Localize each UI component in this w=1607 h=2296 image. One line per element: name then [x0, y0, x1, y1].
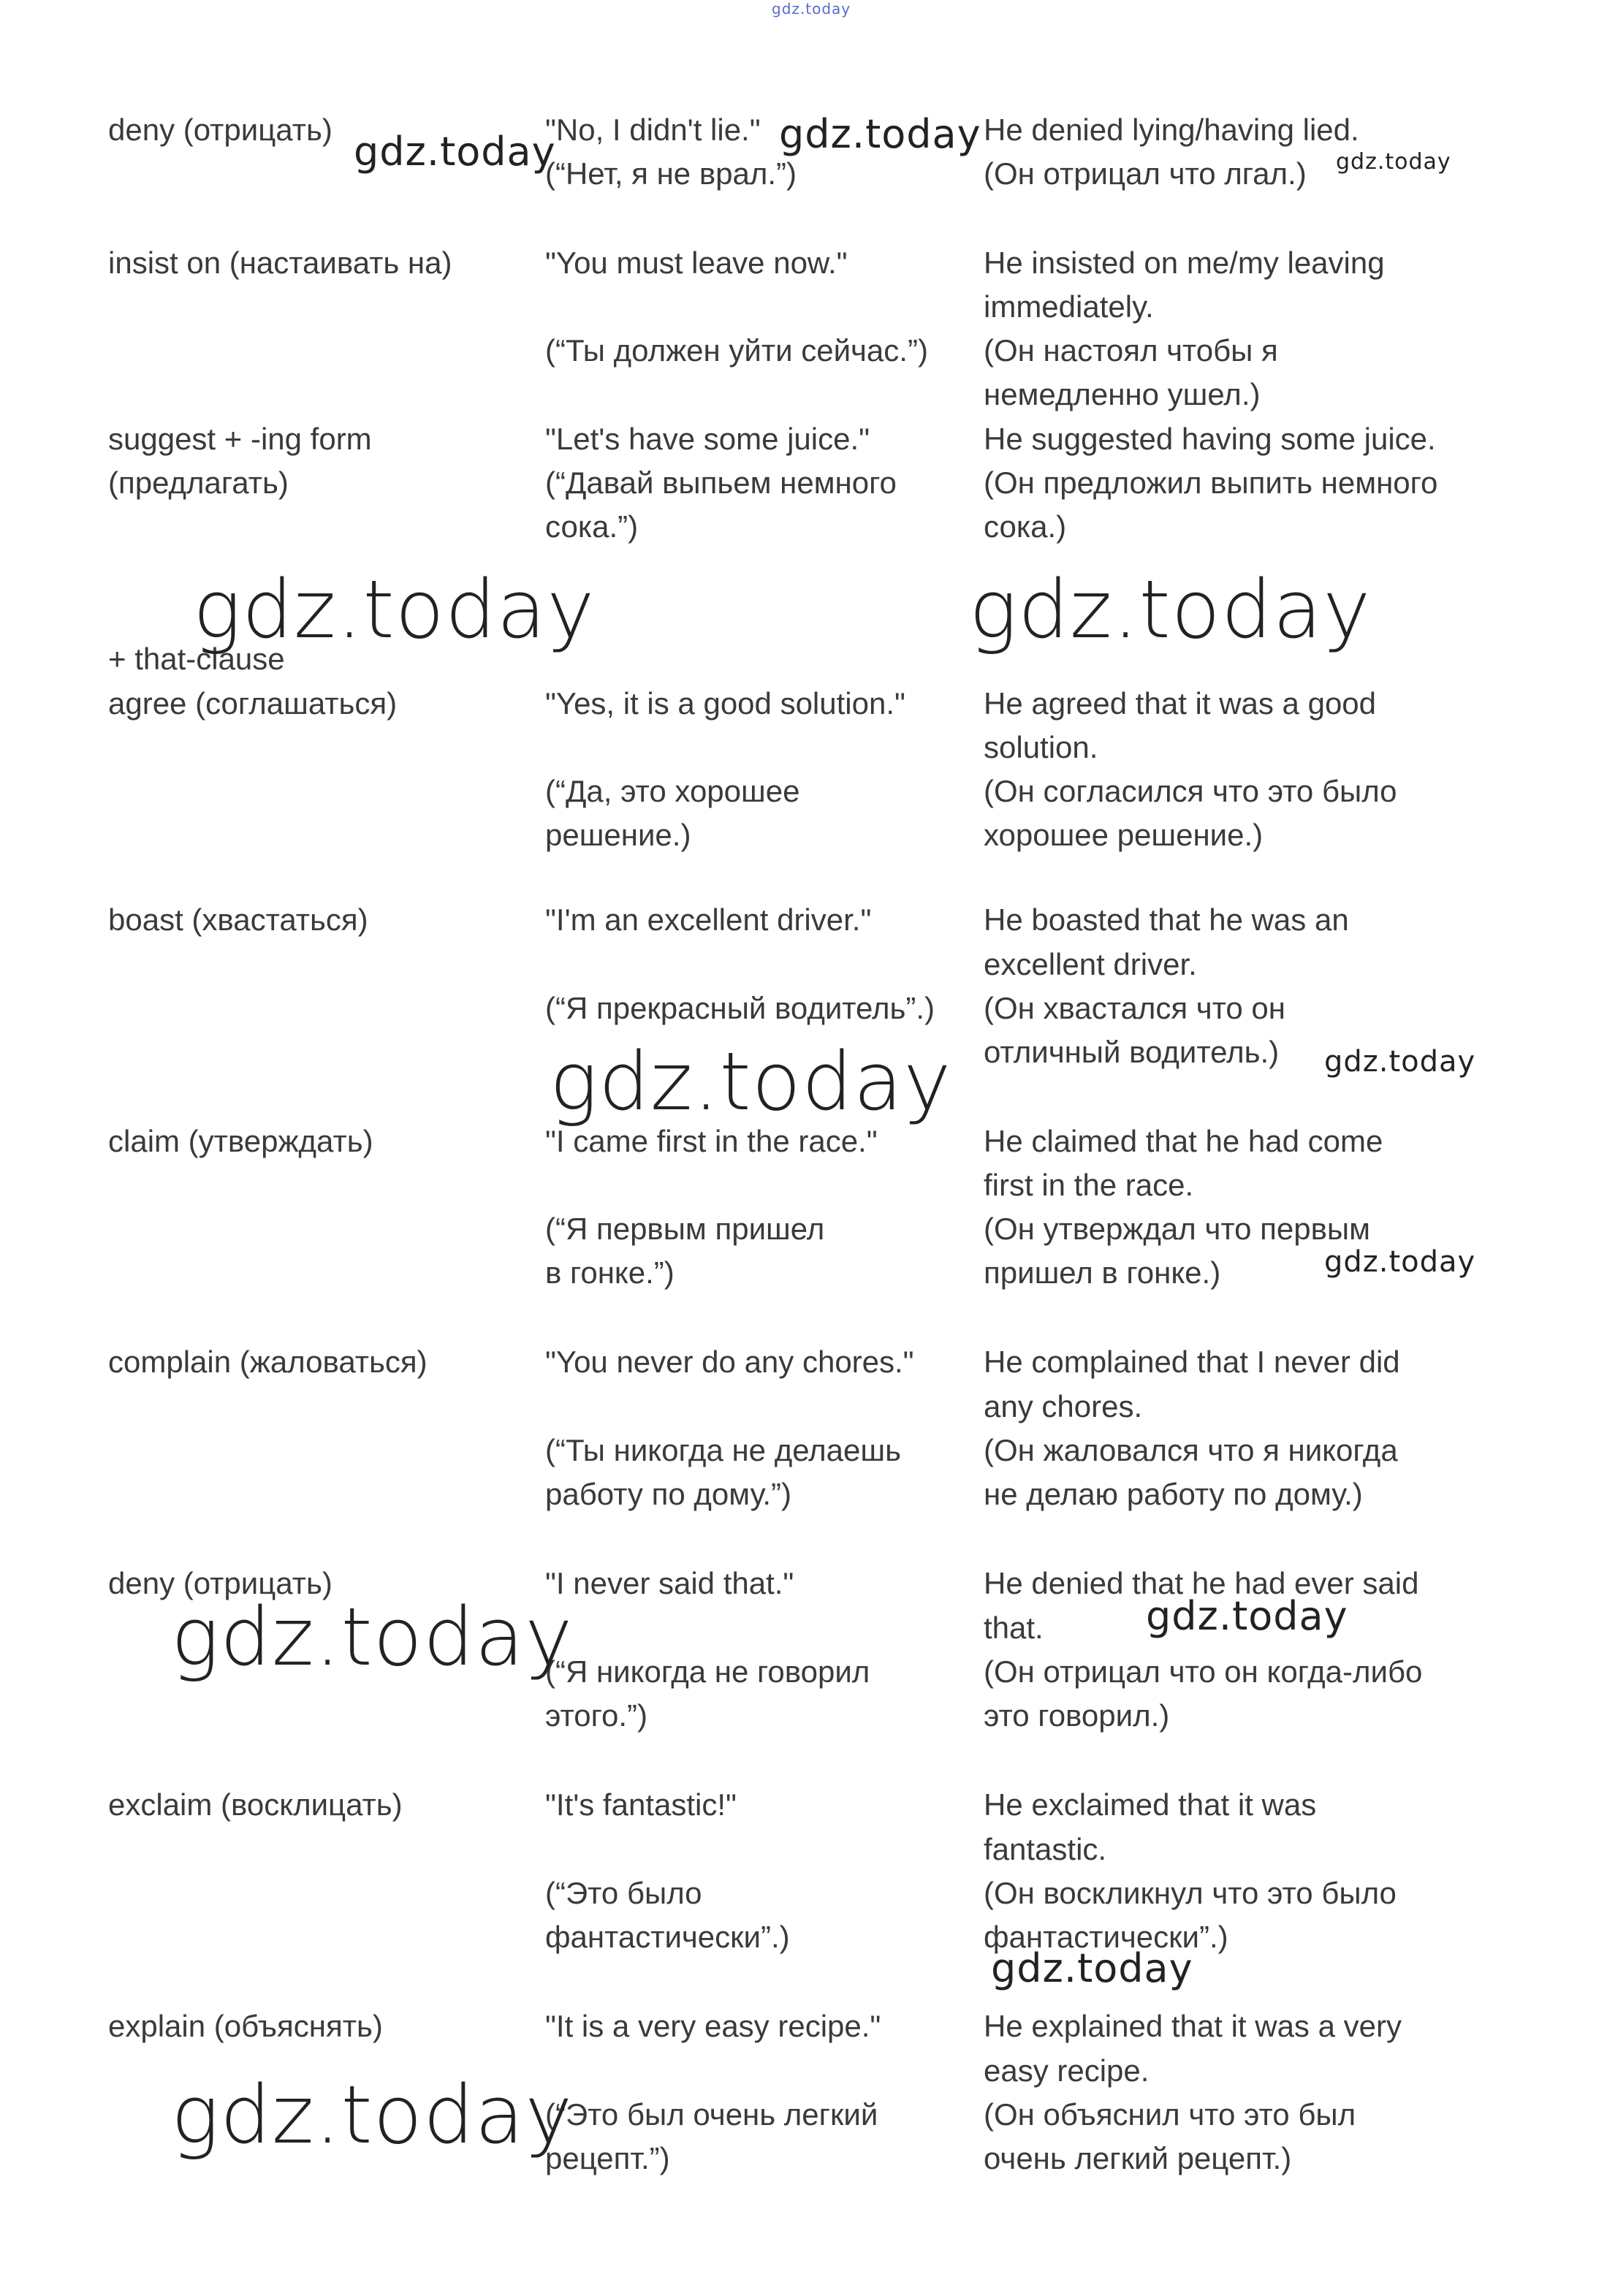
watermark: gdz.today	[1324, 1245, 1476, 1279]
direct-speech: "You must leave now."	[545, 246, 848, 280]
reported-speech: solution.	[984, 730, 1098, 764]
reported-speech: He explained that it was a very	[984, 2009, 1402, 2043]
watermark: gdz.today	[354, 129, 556, 175]
verb-cell: suggest + -ing form	[108, 422, 372, 456]
direct-speech-translation: (“Это было	[545, 1876, 702, 1910]
direct-speech-translation: (“Я прекрасный водитель”.)	[545, 991, 935, 1025]
reported-speech-translation: (Он отрицал что он когда-либо	[984, 1654, 1423, 1689]
direct-speech: "Yes, it is a good solution."	[545, 686, 905, 721]
direct-speech: "I came first in the race."	[545, 1124, 878, 1158]
watermark: gdz.today	[1324, 1045, 1476, 1079]
watermark: gdz.today	[171, 1590, 574, 1684]
reported-speech-translation: пришел в гонке.)	[984, 1255, 1221, 1290]
direct-speech: "Let's have some juice."	[545, 422, 870, 456]
direct-speech: "It's fantastic!"	[545, 1787, 737, 1822]
reported-speech: easy recipe.	[984, 2053, 1150, 2088]
reported-speech: He complained that I never did	[984, 1345, 1400, 1379]
reported-speech: first in the race.	[984, 1168, 1194, 1202]
reported-speech-translation: немедленно ушел.)	[984, 377, 1261, 411]
verb-cell: explain (объяснять)	[108, 2009, 383, 2043]
header-watermark: gdz.today	[772, 0, 851, 18]
reported-speech-translation: (Он настоял чтобы я	[984, 333, 1278, 368]
reported-speech-translation: это говорил.)	[984, 1698, 1170, 1733]
reported-speech-translation: (Он воскликнул что это было	[984, 1876, 1397, 1910]
section-heading: + that-clause	[108, 642, 285, 676]
verb-cell: insist on (настаивать на)	[108, 246, 452, 280]
reported-speech: immediately.	[984, 289, 1154, 324]
reported-speech-translation: очень легкий рецепт.)	[984, 2141, 1292, 2175]
reported-speech: He suggested having some juice.	[984, 422, 1436, 456]
reported-speech-translation: (Он жаловался что я никогда	[984, 1433, 1398, 1467]
verb-cell: agree (соглашаться)	[108, 686, 398, 721]
reported-speech-translation: хорошее решение.)	[984, 818, 1264, 852]
verb-cell: complain (жаловаться)	[108, 1345, 428, 1379]
reported-speech-translation: (Он предложил выпить немного	[984, 465, 1438, 500]
reported-speech: He denied lying/having lied.	[984, 113, 1359, 147]
reported-speech: fantastic.	[984, 1832, 1107, 1866]
direct-speech-translation: работу по дому.”)	[545, 1477, 792, 1511]
direct-speech: "I'm an excellent driver."	[545, 902, 872, 937]
reported-speech-translation: (Он объяснил что это был	[984, 2097, 1356, 2132]
direct-speech-translation: (“Это был очень легкий	[545, 2097, 878, 2132]
reported-speech: He insisted on me/my leaving	[984, 246, 1385, 280]
watermark: gdz.today	[969, 563, 1372, 656]
reported-speech: excellent driver.	[984, 947, 1197, 981]
direct-speech-translation: (“Я первым пришел	[545, 1212, 825, 1246]
watermark: gdz.today	[550, 1035, 952, 1128]
direct-speech: "No, I didn't lie."	[545, 113, 761, 147]
direct-speech-translation: в гонке.”)	[545, 1255, 675, 1290]
reported-speech-translation: (Он хвастался что он	[984, 991, 1285, 1025]
direct-speech: "I never said that."	[545, 1566, 794, 1600]
verb-cell: deny (отрицать)	[108, 1566, 333, 1600]
reported-speech-translation: не делаю работу по дому.)	[984, 1477, 1363, 1511]
direct-speech-translation: (“Я никогда не говорил	[545, 1654, 870, 1689]
direct-speech-translation: решение.)	[545, 818, 691, 852]
reported-speech: He boasted that he was an	[984, 902, 1349, 937]
reported-speech: He denied that he had ever said	[984, 1566, 1419, 1600]
watermark: gdz.today	[779, 111, 981, 157]
direct-speech-translation: (“Давай выпьем немного	[545, 465, 897, 500]
reported-speech-translation: сока.)	[984, 509, 1067, 544]
direct-speech: "It is a very easy recipe."	[545, 2009, 881, 2043]
reported-speech-translation: (Он утверждал что первым	[984, 1212, 1370, 1246]
direct-speech-translation: (“Ты никогда не делаешь	[545, 1433, 901, 1467]
reported-speech-translation: (Он отрицал что лгал.)	[984, 156, 1307, 191]
direct-speech-translation: этого.”)	[545, 1698, 648, 1733]
reported-speech-translation: фантастически”.)	[984, 1920, 1228, 1954]
verb-cell: (предлагать)	[108, 465, 289, 500]
reported-speech: He exclaimed that it was	[984, 1787, 1317, 1822]
reported-speech: that.	[984, 1611, 1044, 1645]
direct-speech-translation: рецепт.”)	[545, 2141, 670, 2175]
verb-cell: claim (утверждать)	[108, 1124, 373, 1158]
verb-cell: deny (отрицать)	[108, 113, 333, 147]
direct-speech: "You never do any chores."	[545, 1345, 914, 1379]
direct-speech-translation: (“Ты должен уйти сейчас.”)	[545, 333, 928, 368]
watermark: gdz.today	[1146, 1593, 1348, 1639]
reported-speech: any chores.	[984, 1389, 1143, 1423]
reported-speech: He agreed that it was a good	[984, 686, 1377, 721]
watermark: gdz.today	[1336, 149, 1451, 175]
watermark: gdz.today	[991, 1945, 1193, 1991]
watermark: gdz.today	[193, 563, 596, 656]
reported-speech: He claimed that he had come	[984, 1124, 1383, 1158]
watermark: gdz.today	[171, 2068, 574, 2162]
reported-speech-translation: отличный водитель.)	[984, 1035, 1280, 1069]
direct-speech-translation: фантастически”.)	[545, 1920, 790, 1954]
reported-speech-translation: (Он согласился что это было	[984, 774, 1397, 808]
verb-cell: boast (хвастаться)	[108, 902, 368, 937]
verb-cell: exclaim (восклицать)	[108, 1787, 403, 1822]
direct-speech-translation: сока.”)	[545, 509, 639, 544]
direct-speech-translation: (“Нет, я не врал.”)	[545, 156, 797, 191]
direct-speech-translation: (“Да, это хорошее	[545, 774, 800, 808]
